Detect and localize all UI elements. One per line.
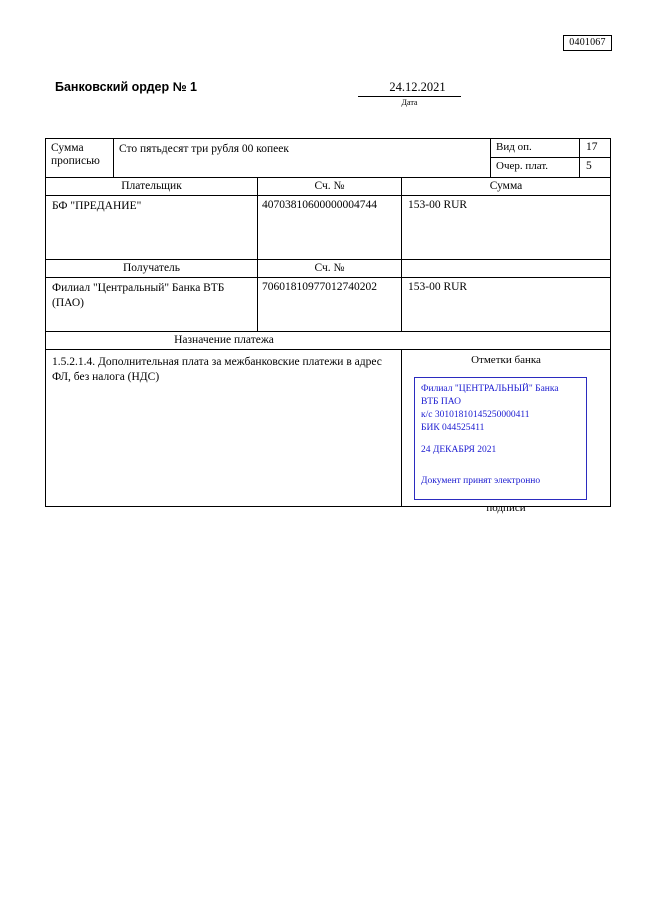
payer-name: БФ "ПРЕДАНИЕ" bbox=[46, 196, 258, 259]
stamp-bik: БИК 044525411 bbox=[421, 423, 485, 433]
date-underline bbox=[358, 96, 461, 97]
bank-stamp bbox=[414, 377, 587, 500]
receiver-header-row bbox=[46, 259, 610, 278]
receiver-column-header: Получатель bbox=[46, 260, 258, 277]
payer-row bbox=[46, 196, 610, 259]
receiver-account-column-header: Сч. № bbox=[258, 260, 402, 277]
purpose-row bbox=[46, 350, 610, 514]
amount-in-words: Сто пятьдесят три рубля 00 копеек bbox=[114, 139, 491, 177]
receiver-sum-column-spacer bbox=[402, 260, 610, 277]
receiver-name: Филиал "Центральный" Банка ВТБ (ПАО) bbox=[46, 278, 258, 331]
payer-sum: 153-00 RUR bbox=[408, 199, 468, 211]
stamp-bank-line2: ВТБ ПАО bbox=[421, 397, 461, 407]
account-column-header: Сч. № bbox=[258, 178, 402, 195]
signatures-caption: подписи bbox=[486, 502, 526, 514]
date-caption: Дата bbox=[401, 98, 418, 107]
bank-marks-caption: Отметки банка bbox=[471, 354, 541, 366]
receiver-row bbox=[46, 278, 610, 332]
stamp-gap-1 bbox=[421, 435, 586, 444]
operation-kind-label: Вид оп. bbox=[491, 139, 580, 157]
amount-row bbox=[46, 139, 610, 178]
receiver-sum: 153-00 RUR bbox=[408, 281, 468, 293]
receiver-account: 70601810977012740202 bbox=[258, 278, 402, 331]
stamp-bank-line1: Филиал "ЦЕНТРАЛЬНЫЙ" Банка bbox=[421, 384, 559, 394]
operation-kind-row bbox=[491, 139, 610, 158]
purpose-header: Назначение платежа bbox=[174, 334, 274, 346]
payer-account: 40703810600000004744 bbox=[258, 196, 402, 259]
payment-priority-row bbox=[491, 158, 610, 177]
amount-label-line2: прописью bbox=[51, 155, 100, 167]
purpose-header-row bbox=[46, 332, 610, 350]
form-code-box: 0401067 bbox=[563, 35, 612, 51]
document-date: 24.12.2021 bbox=[389, 80, 446, 94]
stamp-corr-account: к/с 30101810145250000411 bbox=[421, 410, 530, 420]
stamp-gap-2 bbox=[421, 457, 586, 466]
bank-marks-area bbox=[402, 350, 610, 514]
order-table bbox=[45, 138, 611, 514]
payment-priority-label: Очер. плат. bbox=[491, 158, 580, 177]
amount-label bbox=[46, 139, 114, 177]
operation-kind-value: 17 bbox=[586, 141, 598, 153]
payer-column-header: Плательщик bbox=[46, 178, 258, 195]
operation-info bbox=[491, 139, 610, 177]
sum-column-header: Сумма bbox=[489, 180, 523, 192]
stamp-gap-3 bbox=[421, 466, 586, 475]
stamp-date: 24 ДЕКАБРЯ 2021 bbox=[421, 445, 497, 455]
stamp-status: Документ принят электронно bbox=[421, 476, 541, 486]
payment-priority-value: 5 bbox=[586, 160, 592, 172]
amount-label-line1: Сумма bbox=[51, 142, 84, 154]
payer-header-row bbox=[46, 178, 610, 196]
page-title: Банковский ордер № 1 bbox=[55, 80, 197, 94]
purpose-text: 1.5.2.1.4. Дополнительная плата за межбанковские платежи в адрес ФЛ, без налога (НДС) bbox=[46, 350, 402, 506]
